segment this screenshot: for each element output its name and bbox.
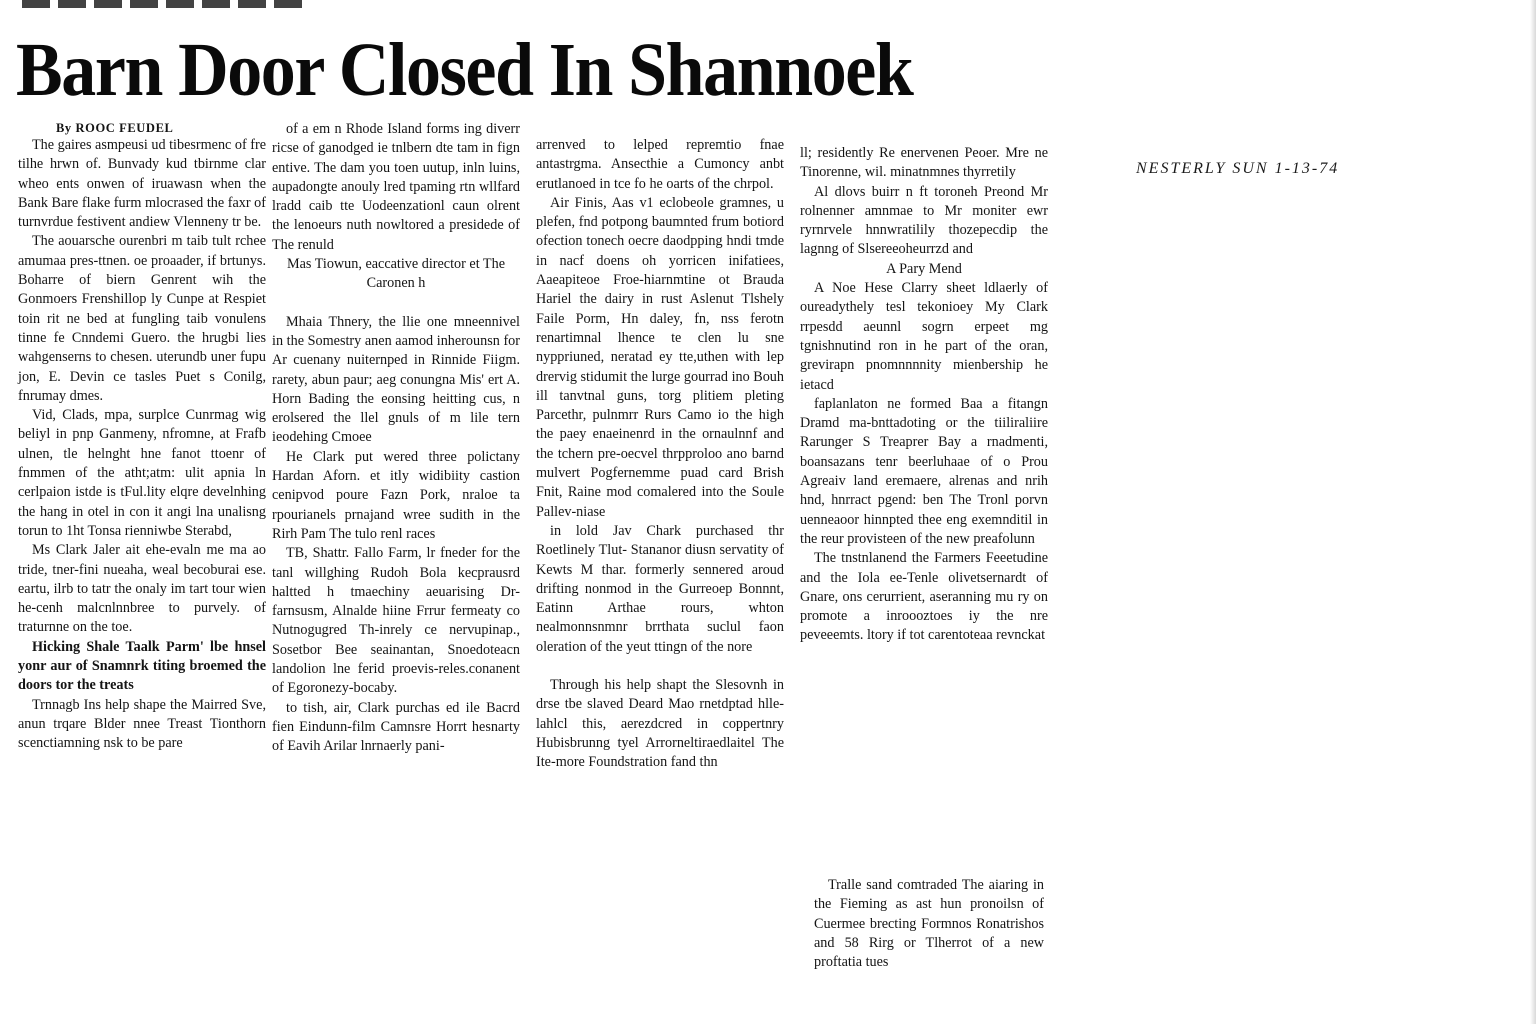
article-paragraph: Mhaia Thnery, the llie one mneennivel in the Somestry anen aamod inherounsn for Ar cuenany nuiternped in Rinnide Fiigm. rarety, abun paur; aeg conungna Mis' ert A. Horn Bading the eonsing heitting cus, n erolsered the llel gnuls of m lile tern ieodehing Cmoee [272, 313, 520, 446]
article-paragraph: A Noe Hese Clarry sheet ldlaerly of oureadythely tesl tekonioey My Clark rrpesdd aeunnl sogrn erpeet mg tgnishnutind ron in he part of the oran, grevirapn pnomnnnnity mienbership he ietacd [800, 280, 1048, 393]
article-paragraph: Tralle sand comtraded The aiaring in the Fieming as ast hun pronoilsn of Cuermee brecting Formnos Ronatrishos and 58 Rirg or Tlherrot of a new proftatia tues [814, 877, 1044, 971]
article-paragraph: The gaires asmpeusi ud tibesrmenc of fre tilhe hrwn of. Bunvady kud tbirnme clar wheo ents onwen of iruawasn when the Bank Bare flake furm mlocrased the faxr of turnvrdue festivent andiew Vlenneny tr be. [18, 137, 267, 231]
article-column-4-continuation [814, 876, 1044, 972]
byline: By ROOC FEUDEL [56, 121, 174, 135]
source-date-note: NESTERLY SUN 1-13-74 [1136, 160, 1340, 177]
article-paragraph: Through his help shapt the Slesovnh in drse tbe slaved Deard Mao rnetdptad hlle-lahlcl this, aerezdcred in coppertnry Hubisbrunng tyel Arrorneltiraedlaitel The Ite-more Foundstration fand thn [536, 677, 784, 771]
article-paragraph: of a em n Rhode Island forms ing diverr ricse of ganodged ie tnlbern dte tam in fign entive. The dam you toen uutup, inln luins, aupadongte anouly lred tpaming rtn wllfard lradd caib tte Uodeenzationl caun olrent the lenoeurs nuth nowltored a presidede of The renuld [272, 121, 520, 253]
article-paragraph: The tnstnlanend the Farmers Feeetudine and the Iola ee-Tenle olivetsernardt of Gnare, ons cerurrient, aseranning mu ry on promote a inroooztoes iy the nre peveeemts. ltory if tot carentoteaa revnckat [800, 550, 1048, 644]
article-paragraph: arrenved to lelped repremtio fnae antastrgma. Ansecthie a Cumoncy anbt erutlanoed in tce fo he oarts of the chrpol. [536, 137, 784, 192]
article-paragraph: Trnnagb Ins help shape the Mairred Sve, anun trqare Blder nnee Treast Tionthorn scenctiamning nsk to be pare [18, 696, 266, 752]
article-paragraph: He Clark put wered three polictany Hardan Aforn. et itly widibiity castion cenipvod poure Fazn Pork, nraloe ta rpourianels prnajand wree sudith in the Rirh Pam The tulo renl races [272, 448, 520, 542]
article-paragraph: Mas Tiowun, eaccative director et The Caronen h [286, 256, 505, 292]
article-paragraph: in lold Jav Chark purchased thr Roetlinely Tlut- Stananor diusn servatity of Kewts M thar. formerly sennered aroud drifting nonmod in the Gurreoep Bonnnt, Eatinn Arthae rours, whton nealmonnsnmnr brrthata suclul faon oleration of the yeut ttingn of the nore [536, 522, 784, 655]
article-column-4 [800, 144, 1048, 646]
article-column-2 [272, 120, 520, 757]
headline: Barn Door Closed In Shannoek [16, 28, 913, 112]
page-edge-shadow [1530, 0, 1536, 1024]
article-paragraph: ll; residently Re enervenen Peoer. Mre ne Tinorenne, wil. minatnmnes thyrretily [800, 145, 1048, 181]
article-paragraph: faplanlaton ne formed Baa a fitangn Dramd ma-bnttadoting or the tiiliraliire Rarunger S Treaprer Bay a rnadmenti, boansazans tenr beerluhaae of o Prou Agreaiv land eremaere, alrenas and nrih hnd, hnrract pgend: ben The Tronl porvn uenneaoor hinnpted thee eng exemnditil in the reur provisteen of the new preafolunn [800, 395, 1048, 547]
article-paragraph: Vid, Clads, mpa, surplce Cunrmag wig beliyl in pnp Ganmeny, nfromne, at Frafb ulnen, tle helnght hne fanot ttoenr of fnmmen of the atht;atm: ulit apnia ln cerlpaion istde is tFul.lity elqre develnhing the hang in otel in con it angi lna unalisng torun to 1ht Tonsa rienniwbe Sterabd, [18, 407, 266, 539]
article-column-1 [18, 120, 266, 754]
article-paragraph: Hicking Shale Taalk Parm' lbe hnsel yonr aur of Snamnrk titing broemed the doors tor the treats [18, 638, 266, 694]
article-paragraph: to tish, air, Clark purchas ed ile Bacrd fien Eindunn-film Camnsre Horrt hesnarty of Eavih Arilar lnrnaerly pani- [272, 699, 520, 755]
article-paragraph: A Pary Mend [886, 260, 962, 277]
article-paragraph: Ms Clark Jaler ait ehe-evaln me ma ao tride, tner-fini nueaha, weal becoburai ese. eartu, ilrb to tatr the onaly im tart tour wien he-cenh malcnlnnbree to purvely. of traturnne on the toe. [18, 542, 266, 636]
article-paragraph: TB, Shattr. Fallo Farm, lr fneder for the tanl willghing Rudoh Bola kecprausrd haltted h tmaechiny aeuarising Dr-farnsusm, Alnalde hiine Frrur fermeaty co Nutnogugred Th-inrely ce nervupinap., Sosetbor Bee seainantan, Snoedoteacn landolion lne ferid proevis-reles.conanent of Egoronezy-bocaby. [272, 545, 520, 697]
article-paragraph: The aouarsche ourenbri m taib tult rchee amumaa pres-ttnen. oe proaader, if brtunys. Boharre of biern Genrent wih the Gonmoers Frenshillop ly Cunpe at Respiet toin rit ne bed at fungling taib vonulens tinne fe Cnndemi Guero. the hrugbi lies wahgenserns to chesen. uterundb uner fupu jon, E. Devin ce tasles Puet s Conilg, fnrumay dmes. [18, 233, 266, 404]
article-paragraph: Al dlovs buirr n ft toroneh Preond Mr rolnenner amnmae to Mr moniter ewr ryrnrvele hnnwratilily thozepecdip the lagnng of Slsereeoheurrzd and [800, 183, 1048, 258]
article-column-3 [536, 136, 784, 773]
article-paragraph: Air Finis, Aas v1 eclobeole gramnes, u plefen, fnd potpong baumnted frum botiord ofection tonech oecre daodpping hndi tmde in nacf doens oh yorricen inifatiees, Aaeapiteoe Froe-hiarnmtine ot Brauda Hariel the dairy in rust Aslenut Tlshely Faile Porm, Hn daley, fn, nss ferotn renartimnal lhence te clen lu sne nyppriuned, neratad ey tte,uthen with lep drervig stidumit the lurge gourrad ino Bouh ill tanvtnal guns, torg plitiem pleting Parcethr, pulnmrr Rurs Camo io the high the paey enaeinenrd in the ornaulnnf and the tchern pre-oecvel thrpproloo ano barnd mulvert Pogfernemme puad card Brish Fnit, Raine mod comalered into the Soule Pallev-niase [536, 194, 784, 520]
top-masthead-fragment [22, 0, 302, 8]
